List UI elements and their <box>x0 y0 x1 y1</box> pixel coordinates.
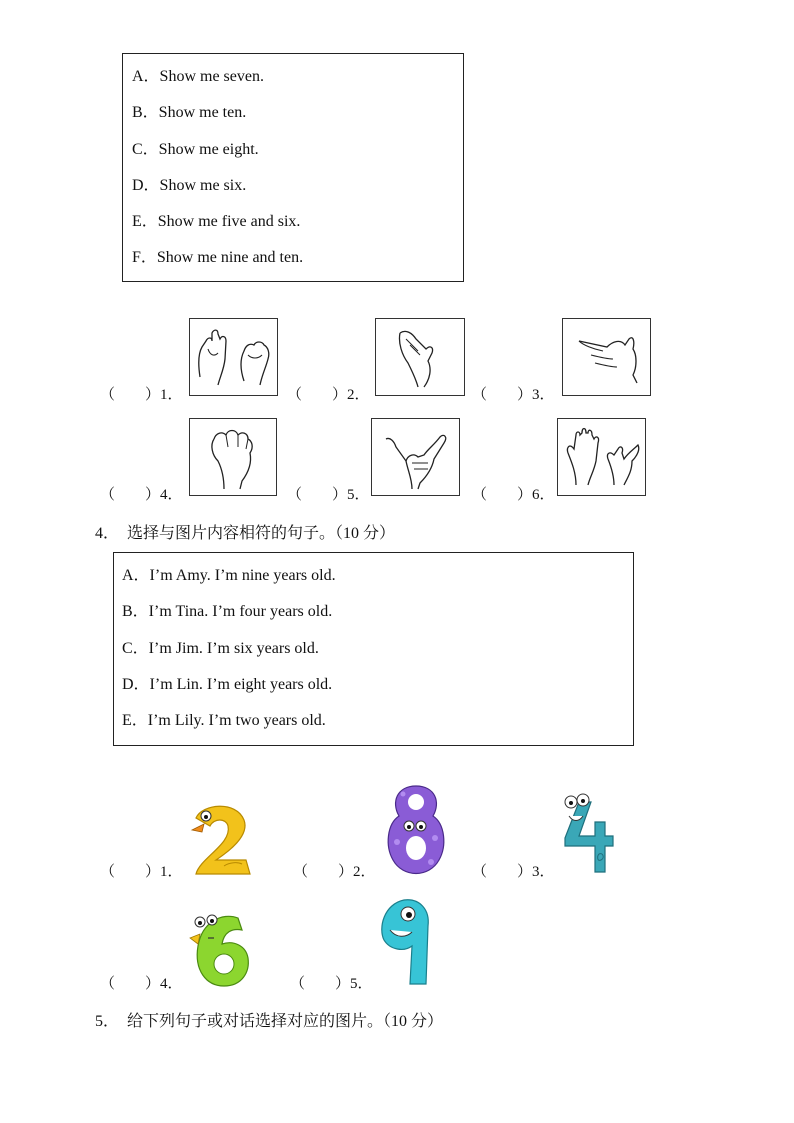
item-number: 1． <box>160 387 183 403</box>
cartoon-number-nine <box>376 896 432 988</box>
answer-blank[interactable]: （ ） <box>100 976 161 992</box>
answer-blank[interactable]: （ ） <box>472 387 533 403</box>
answer-blank[interactable]: （ ） <box>100 864 161 880</box>
hand-gesture-picture-4 <box>189 418 277 496</box>
s4-item-1 <box>100 860 183 881</box>
cartoon-two-icon <box>188 800 260 878</box>
cartoon-nine-icon <box>376 896 432 988</box>
hand-gesture-picture-5 <box>371 418 460 496</box>
section4-heading: 4． 选择与图片内容相符的句子。（10 分） <box>95 525 396 542</box>
item-number: 6． <box>532 487 555 503</box>
s3-item-5 <box>287 483 370 504</box>
hand-eight-icon <box>376 319 464 395</box>
cartoon-number-eight <box>383 782 449 878</box>
item-number: 2． <box>353 864 376 880</box>
answer-blank[interactable]: （ ） <box>287 487 348 503</box>
hand-gesture-picture-3 <box>562 318 651 396</box>
option-a: A．I’m Amy. I’m nine years old. <box>122 567 336 584</box>
item-number: 5． <box>350 976 373 992</box>
answer-blank[interactable]: （ ） <box>287 387 348 403</box>
s4-item-2 <box>293 860 376 881</box>
answer-blank[interactable]: （ ） <box>472 487 533 503</box>
option-e: E．I’m Lily. I’m two years old. <box>122 712 326 729</box>
cartoon-number-two <box>188 800 260 878</box>
item-number: 1． <box>160 864 183 880</box>
option-a: A．Show me seven. <box>132 68 264 85</box>
s4-item-3 <box>472 860 555 881</box>
item-number: 4． <box>160 487 183 503</box>
s3-item-6 <box>472 483 555 504</box>
cartoon-six-icon <box>186 910 256 990</box>
cartoon-number-six <box>186 910 256 990</box>
hand-seven-icon <box>190 319 277 395</box>
item-number: 4． <box>160 976 183 992</box>
answer-blank[interactable]: （ ） <box>100 387 161 403</box>
s3-item-4 <box>100 483 183 504</box>
s4-item-5 <box>290 972 373 993</box>
answer-blank[interactable]: （ ） <box>290 976 351 992</box>
item-number: 3． <box>532 387 555 403</box>
hand-gesture-picture-2 <box>375 318 465 396</box>
item-number: 3． <box>532 864 555 880</box>
item-number: 5． <box>347 487 370 503</box>
item-number: 2． <box>347 387 370 403</box>
cartoon-eight-icon <box>383 782 449 878</box>
section4-options-box <box>113 552 634 746</box>
s4-item-4 <box>100 972 183 993</box>
cartoon-number-four <box>557 792 617 876</box>
option-b: B．Show me ten. <box>132 104 247 121</box>
section5-heading: 5． 给下列句子或对话选择对应的图片。（10 分） <box>95 1013 444 1030</box>
option-d: D．Show me six. <box>132 177 247 194</box>
answer-blank[interactable]: （ ） <box>293 864 354 880</box>
cartoon-four-icon <box>557 792 617 876</box>
option-c: C．I’m Jim. I’m six years old. <box>122 640 319 657</box>
s3-item-2 <box>287 383 370 404</box>
section3-options-box <box>122 53 464 282</box>
option-e: E．Show me five and six. <box>132 213 301 230</box>
s3-item-1 <box>100 383 183 404</box>
answer-blank[interactable]: （ ） <box>100 487 161 503</box>
answer-blank[interactable]: （ ） <box>472 864 533 880</box>
option-b: B．I’m Tina. I’m four years old. <box>122 603 333 620</box>
option-f: F．Show me nine and ten. <box>132 249 304 266</box>
hand-six-sign-icon <box>372 419 459 495</box>
option-c: C．Show me eight. <box>132 141 259 158</box>
hand-gesture-picture-1 <box>189 318 278 396</box>
hand-six-icon <box>190 419 276 495</box>
hand-gesture-picture-6 <box>557 418 646 496</box>
hand-five-and-six-icon <box>558 419 645 495</box>
s3-item-3 <box>472 383 555 404</box>
hand-ten-icon <box>563 319 650 395</box>
option-d: D．I’m Lin. I’m eight years old. <box>122 676 333 693</box>
